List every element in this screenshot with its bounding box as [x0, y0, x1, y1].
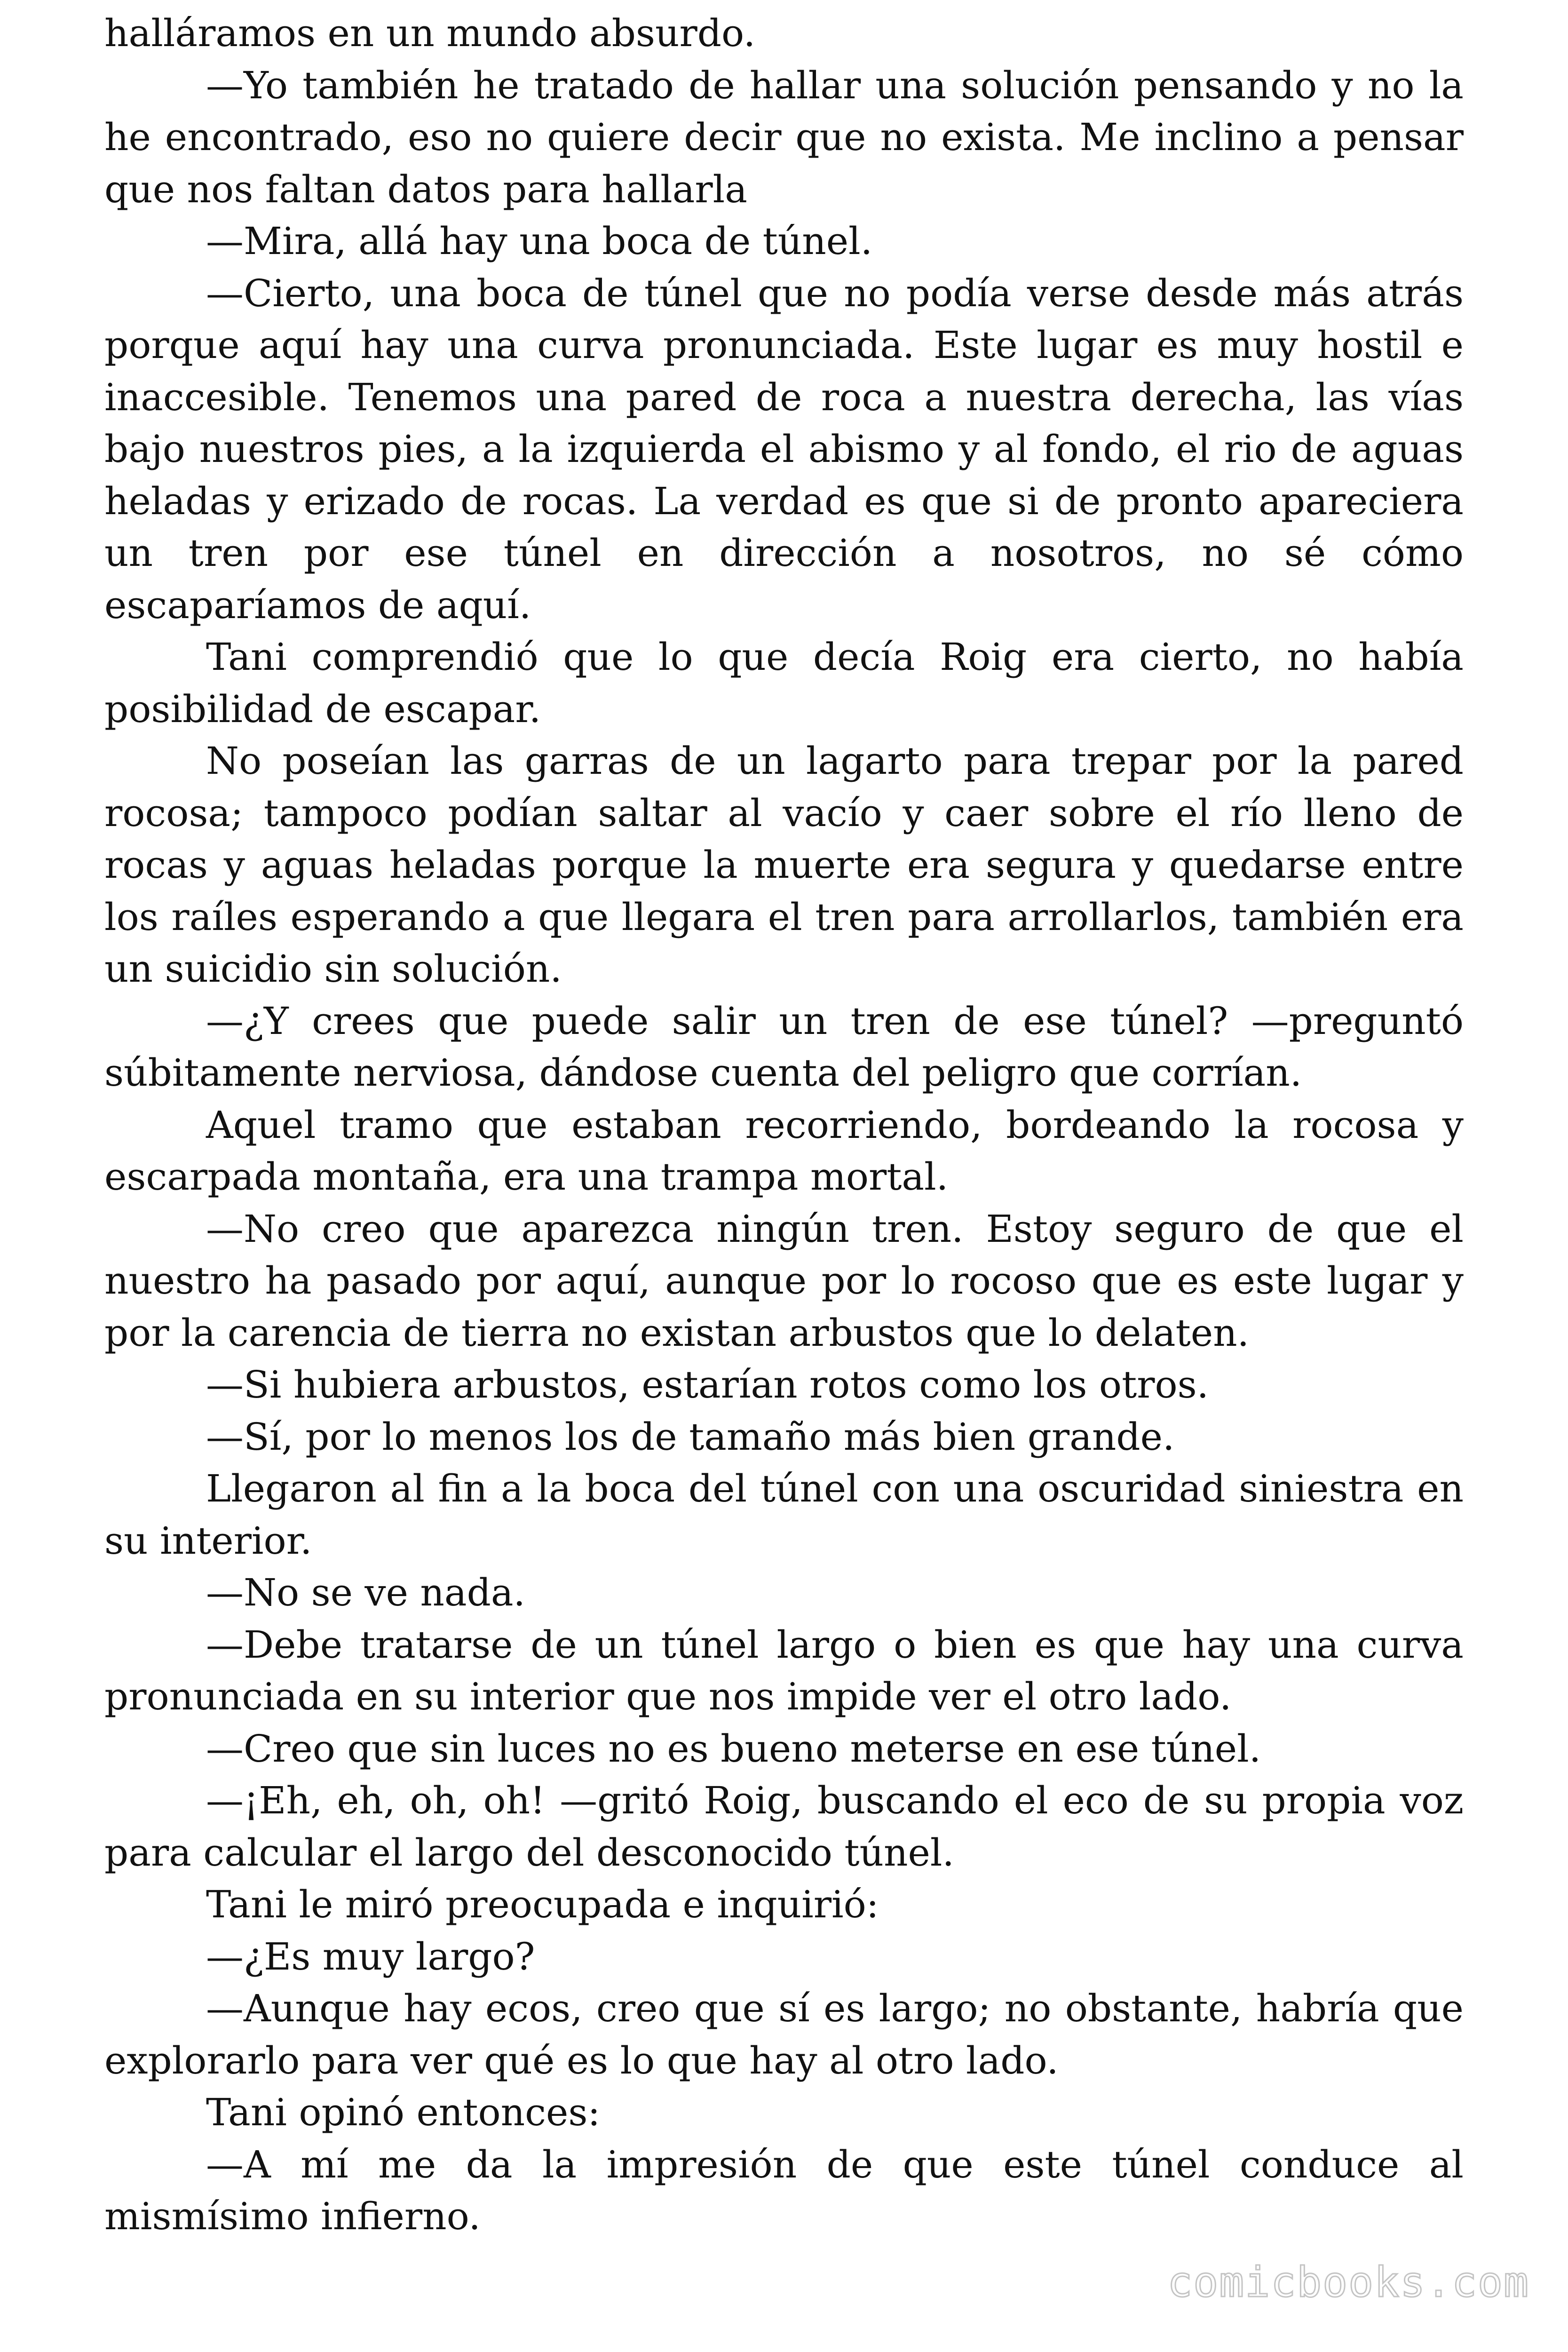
- paragraph-continuation: halláramos en un mundo absurdo.: [104, 11, 756, 55]
- paragraph: —Creo que sin luces no es bueno meterse en ese túnel.: [206, 1726, 1261, 1771]
- paragraph: —¿Y crees que puede salir un tren de ese túnel? —preguntó súbitamente nerviosa, dándose cuenta del peligro que corrían.: [104, 999, 1464, 1095]
- paragraph: —No creo que aparezca ningún tren. Estoy seguro de que el nuestro ha pasado por aquí, aunque por lo rocoso que es este lugar y por la carencia de tierra no existan arbustos que lo delaten.: [104, 1207, 1464, 1355]
- paragraph: Aquel tramo que estaban recorriendo, bordeando la rocosa y escarpada montaña, era una trampa mortal.: [104, 1103, 1464, 1199]
- paragraph: —Yo también he tratado de hallar una solución pensando y no la he encontrado, eso no quiere decir que no exista. Me inclino a pensar que nos faltan datos para hallarla: [104, 63, 1464, 211]
- watermark: comicbooks.com: [1167, 2258, 1529, 2306]
- paragraph: —Sí, por lo menos los de tamaño más bien grande.: [206, 1414, 1175, 1459]
- paragraph: —Aunque hay ecos, creo que sí es largo; no obstante, habría que explorarlo para ver qué es lo que hay al otro lado.: [104, 1986, 1464, 2082]
- paragraph: —A mí me da la impresión de que este túnel conduce al mismísimo infierno.: [104, 2142, 1464, 2238]
- paragraph: Tani le miró preocupada e inquirió:: [206, 1883, 879, 1926]
- paragraph: Llegaron al fin a la boca del túnel con una oscuridad siniestra en su interior.: [104, 1467, 1464, 1563]
- paragraph: No poseían las garras de un lagarto para trepar por la pared rocosa; tampoco podían saltar al vacío y caer sobre el río lleno de rocas y aguas heladas porque la muerte era segura y quedarse entre los raíles esperando a que llegara el tren para arrollarlos, también era un suicidio sin solución.: [104, 739, 1464, 991]
- paragraph: —¿Es muy largo?: [206, 1934, 535, 1979]
- paragraph: —Mira, allá hay una boca de túnel.: [206, 219, 873, 263]
- paragraph: —Debe tratarse de un túnel largo o bien es que hay una curva pronunciada en su interior que nos impide ver el otro lado.: [104, 1622, 1464, 1718]
- paragraph: Tani comprendió que lo que decía Roig era cierto, no había posibilidad de escapar.: [104, 635, 1464, 731]
- paragraph: Tani opinó entonces:: [206, 2090, 601, 2134]
- body-text: [104, 8, 1464, 2243]
- paragraph: —No se ve nada.: [206, 1571, 525, 1614]
- paragraph: —Si hubiera arbustos, estarían rotos como los otros.: [206, 1363, 1209, 1406]
- paragraph: —¡Eh, eh, oh, oh! —gritó Roig, buscando el eco de su propia voz para calcular el largo del desconocido túnel.: [104, 1779, 1464, 1875]
- paragraph: —Cierto, una boca de túnel que no podía verse desde más atrás porque aquí hay una curva pronunciada. Este lugar es muy hostil e inaccesible. Tenemos una pared de roca a nuestra derecha, las vías bajo nuestros pies, a la izquierda el abismo y al fondo, el rio de aguas heladas y erizado de rocas. La verdad es que si de pronto apareciera un tren por ese túnel en dirección a nosotros, no sé cómo escaparíamos de aquí.: [104, 271, 1464, 627]
